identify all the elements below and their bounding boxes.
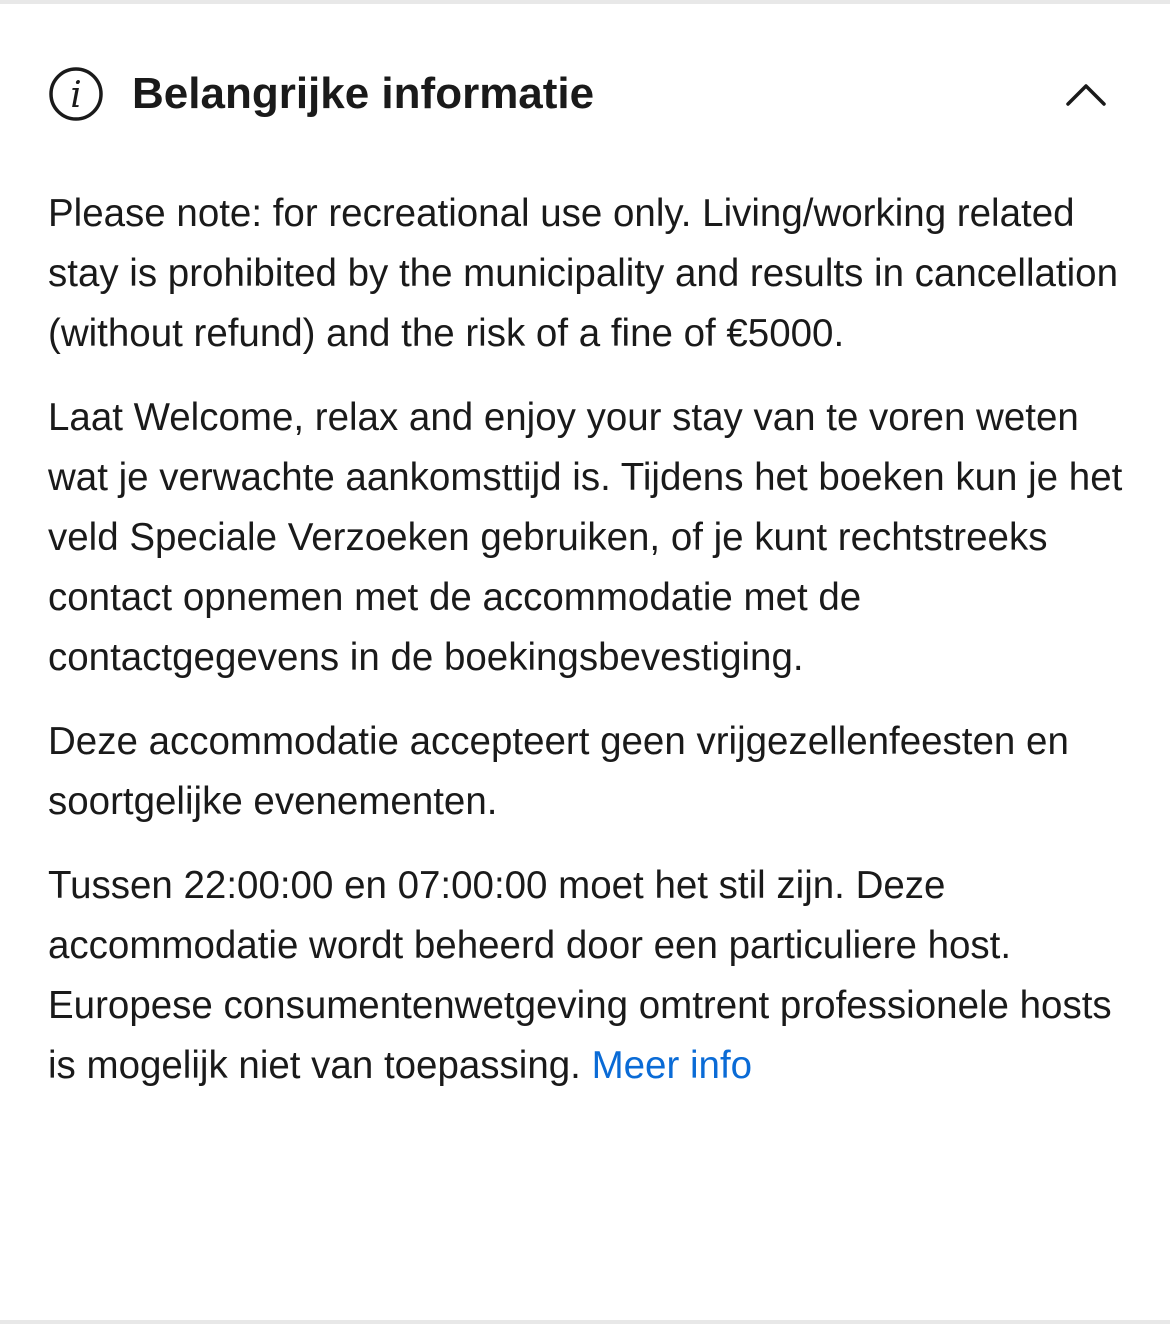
section-content bbox=[48, 184, 1123, 1120]
section-header[interactable] bbox=[48, 62, 1122, 126]
quiet-hours-note bbox=[48, 856, 1123, 1096]
recreational-use-note: Please note: for recreational use only. Living/working related stay is prohibited by the municipality and results in cancellation (without refund) and the risk of a fine of €5000. bbox=[48, 192, 1119, 355]
arrival-time-note: Laat Welcome, relax and enjoy your stay van te voren weten wat je verwachte aankomsttijd is. Tijdens het boeken kun je het veld Speciale Verzoeken gebruiken, of je kunt rechtstreeks contact opnemen met de accommodatie met de contactgegevens in de boekingsbevestiging. bbox=[48, 396, 1123, 679]
no-parties-note: Deze accommodatie accepteert geen vrijgezellenfeesten en soortgelijke evenementen. bbox=[48, 720, 1069, 823]
section-title: Belangrijke informatie bbox=[132, 69, 595, 118]
chevron-up-icon[interactable] bbox=[1064, 74, 1108, 114]
info-icon bbox=[48, 66, 104, 122]
quiet-hours-text: Tussen 22:00:00 en 07:00:00 moet het stil zijn. Deze accommodatie wordt beheerd door een particuliere host. Europese consumentenwetgeving omtrent professionele hosts is mogelijk niet van toepassing. bbox=[48, 864, 1112, 1087]
svg-text:i: i bbox=[70, 75, 82, 116]
more-info-link[interactable]: Meer info bbox=[591, 1044, 753, 1087]
